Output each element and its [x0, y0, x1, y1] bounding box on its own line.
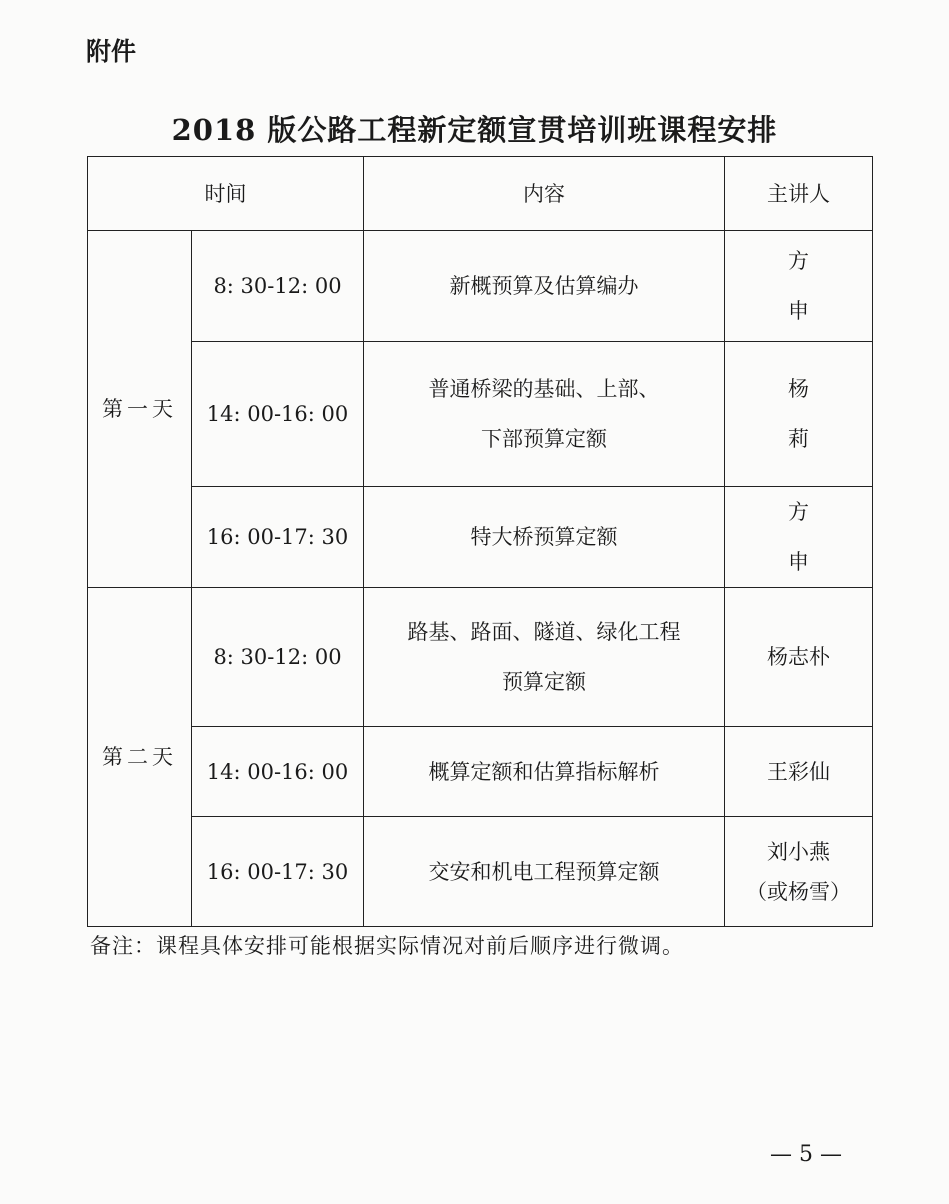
content-line: 新概预算及估算编办 [449, 274, 639, 298]
table-row [88, 588, 873, 727]
speaker-line: （或杨雪） [746, 879, 851, 904]
table-row [88, 817, 873, 927]
header-content: 内容 [364, 157, 725, 231]
session-time: 14: 00-16: 00 [192, 342, 364, 487]
content-line: 普通桥梁的基础、上部、 [428, 377, 660, 401]
header-row [88, 157, 873, 231]
content-line: 下部预算定额 [481, 427, 607, 451]
page-number: — 5 — [770, 1142, 842, 1167]
session-content [364, 817, 725, 927]
session-speaker: 杨志朴 [725, 588, 873, 727]
session-content [364, 487, 725, 588]
session-speaker: 王彩仙 [725, 727, 873, 817]
session-time: 14: 00-16: 00 [192, 727, 364, 817]
day-label: 第二天 [88, 588, 192, 927]
session-time: 8: 30-12: 00 [192, 231, 364, 342]
table-row [88, 342, 873, 487]
day-label: 第一天 [88, 231, 192, 588]
table-row [88, 727, 873, 817]
document-title: 2018 版公路工程新定额宣贯培训班课程安排 [171, 113, 778, 147]
content-line: 路基、路面、隧道、绿化工程 [407, 620, 681, 644]
session-time: 16: 00-17: 30 [192, 487, 364, 588]
session-speaker: 方 申 [725, 487, 873, 588]
session-content [364, 588, 725, 727]
content-line: 概算定额和估算指标解析 [428, 759, 660, 784]
table-row [88, 487, 873, 588]
header-speaker: 主讲人 [725, 157, 873, 231]
schedule-table [87, 156, 873, 927]
header-time: 时间 [88, 157, 364, 231]
session-content [364, 231, 725, 342]
session-time: 16: 00-17: 30 [192, 817, 364, 927]
session-speaker [725, 817, 873, 927]
footnote: 备注：课程具体安排可能根据实际情况对前后顺序进行微调。 [90, 934, 684, 958]
session-content [364, 342, 725, 487]
table-row [88, 231, 873, 342]
session-content [364, 727, 725, 817]
session-time: 8: 30-12: 00 [192, 588, 364, 727]
content-line: 交安和机电工程预算定额 [428, 859, 660, 884]
speaker-line: 刘小燕 [767, 839, 830, 864]
content-line: 预算定额 [502, 670, 586, 694]
attachment-label: 附件 [86, 37, 137, 66]
session-speaker: 杨 莉 [725, 342, 873, 487]
session-speaker: 方 申 [725, 231, 873, 342]
content-line: 特大桥预算定额 [470, 525, 618, 549]
